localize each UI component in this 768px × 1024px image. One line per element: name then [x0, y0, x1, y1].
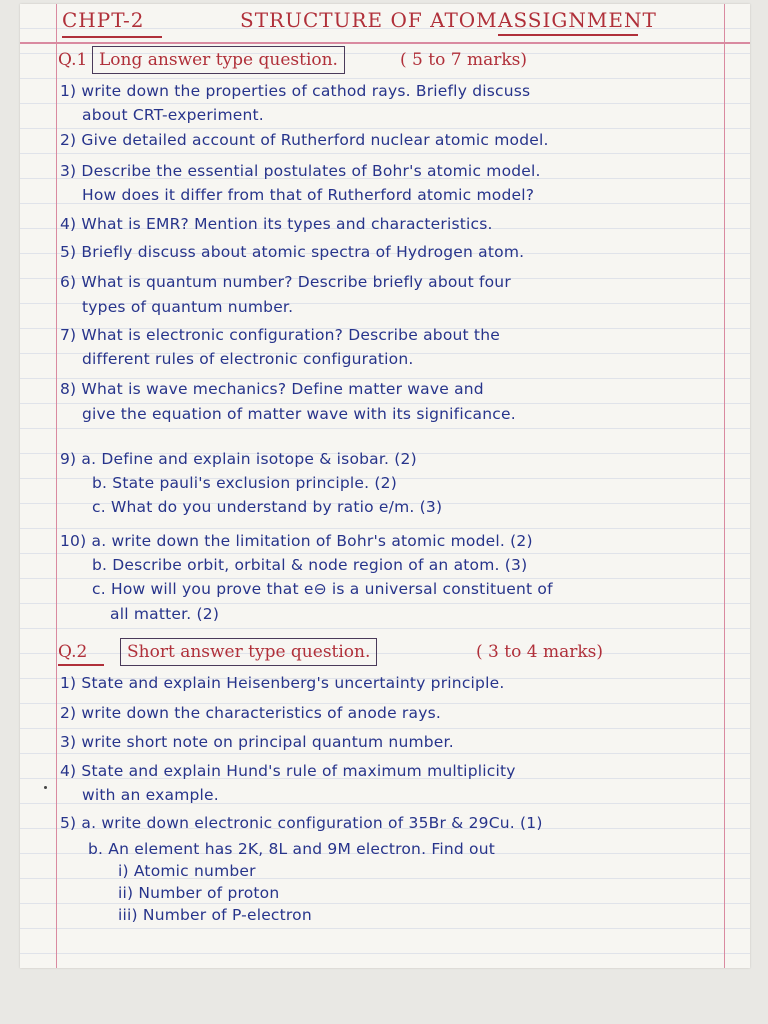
q1-heading-box: Long answer type question. — [92, 46, 345, 74]
short-line: iii) Number of P-electron — [118, 906, 312, 924]
short-line: 3) write short note on principal quantum number. — [60, 733, 454, 751]
long-line: c. How will you prove that e⊖ is a universal constituent of — [92, 580, 553, 598]
long-line: 3) Describe the essential postulates of Bohr's atomic model. — [60, 162, 541, 180]
short-line: 1) State and explain Heisenberg's uncertainty principle. — [60, 674, 505, 692]
long-line: 10) a. write down the limitation of Bohr's atomic model. (2) — [60, 532, 533, 550]
long-line: 9) a. Define and explain isotope & isobar. (2) — [60, 450, 417, 468]
q2-underline — [58, 664, 104, 666]
chapter-underline — [62, 36, 162, 38]
q2-number: Q.2 — [58, 642, 88, 662]
ink-dot — [44, 786, 47, 789]
assignment-underline — [498, 34, 638, 36]
short-line: with an example. — [82, 786, 219, 804]
q2-marks: ( 3 to 4 marks) — [476, 642, 603, 662]
long-line: give the equation of matter wave with its significance. — [82, 405, 516, 423]
short-line: 2) write down the characteristics of anode rays. — [60, 704, 441, 722]
short-line: b. An element has 2K, 8L and 9M electron. Find out — [88, 840, 496, 858]
long-line: 2) Give detailed account of Rutherford nuclear atomic model. — [60, 131, 549, 149]
short-line: ii) Number of proton — [118, 884, 280, 902]
q1-marks: ( 5 to 7 marks) — [400, 50, 527, 70]
top-margin-line — [20, 42, 750, 44]
q2-heading-box: Short answer type question. — [120, 638, 377, 666]
long-line: b. State pauli's exclusion principle. (2) — [92, 474, 397, 492]
long-line: all matter. (2) — [110, 605, 220, 623]
long-line: 6) What is quantum number? Describe briefly about four — [60, 273, 511, 291]
long-line: 4) What is EMR? Mention its types and characteristics. — [60, 215, 493, 233]
long-line: How does it differ from that of Rutherford atomic model? — [82, 186, 535, 204]
long-line: 1) write down the properties of cathod rays. Briefly discuss — [60, 82, 531, 100]
short-line: 5) a. write down electronic configuration of 35Br & 29Cu. (1) — [60, 814, 543, 832]
page-title: STRUCTURE OF ATOM — [240, 8, 498, 32]
assignment-label: ASSIGNMENT — [498, 8, 657, 32]
right-margin-line — [724, 4, 725, 968]
short-line: 4) State and explain Hund's rule of maximum multiplicity — [60, 762, 516, 780]
q1-number: Q.1 — [58, 50, 88, 70]
long-line: 8) What is wave mechanics? Define matter wave and — [60, 380, 484, 398]
long-line: 5) Briefly discuss about atomic spectra of Hydrogen atom. — [60, 243, 525, 261]
short-line: i) Atomic number — [118, 862, 256, 880]
chapter-label: CHPT-2 — [62, 8, 145, 32]
long-line: 7) What is electronic configuration? Describe about the — [60, 326, 500, 344]
long-line: types of quantum number. — [82, 298, 294, 316]
long-line: different rules of electronic configuration. — [82, 350, 414, 368]
long-line: b. Describe orbit, orbital & node region of an atom. (3) — [92, 556, 528, 574]
left-margin-line — [56, 4, 57, 968]
long-line: about CRT-experiment. — [82, 106, 264, 124]
long-line: c. What do you understand by ratio e/m. (3) — [92, 498, 443, 516]
